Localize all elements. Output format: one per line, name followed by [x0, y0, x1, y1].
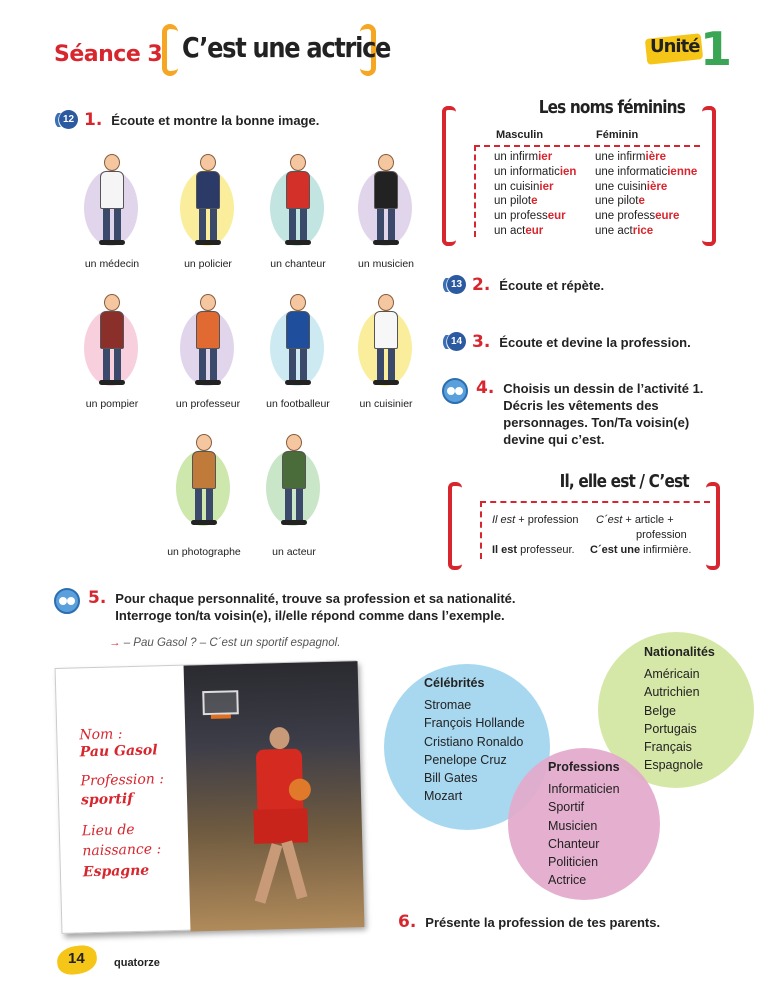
picture-caption: un médecin [84, 258, 140, 270]
nationalites-item: Belge [644, 703, 676, 718]
nationalites-item: Autrichien [644, 685, 700, 700]
bracket-right [702, 106, 716, 246]
player-shorts [253, 808, 308, 843]
track-number-icon: 12 [59, 110, 78, 129]
arrow-right-icon: → [109, 637, 121, 649]
masculin-word: un pilote [494, 195, 538, 208]
noms-feminins-title: Les noms féminins [534, 97, 690, 118]
pair-work-icon [54, 588, 80, 614]
activity-4-heading [442, 378, 703, 448]
profession-picture [162, 428, 246, 528]
page-number: 14 [68, 950, 85, 967]
person-figure-icon [280, 434, 308, 524]
professions-item: Sportif [548, 800, 585, 815]
person-figure-icon [284, 294, 312, 384]
nationalites-title: Nationalités [644, 645, 715, 659]
person-figure-icon [372, 154, 400, 244]
unit-label: Unité [650, 36, 700, 57]
rule-c-est-2: profession [636, 529, 687, 541]
card-nom-value: Pau Gasol [79, 742, 158, 761]
player-head [269, 727, 290, 750]
activity-5-example: → – Pau Gasol ? – C´est un sportif espagnol. [109, 637, 341, 649]
professions-item: Musicien [548, 818, 598, 833]
rule-c-est: C´est + article + [596, 514, 674, 526]
sound-waves-icon: ((( [54, 111, 57, 128]
activity-3-heading [442, 332, 691, 352]
audio-track-12[interactable] [54, 110, 78, 129]
profession-picture [256, 148, 340, 248]
card-nom-label: Nom : [79, 726, 123, 744]
picture-caption: un cuisinier [359, 398, 413, 410]
activity-instruction: Choisis un dessin de l’activité 1. Décris les vêtements des personnages. Ton/Ta voisin(e) devine qui c’est. [503, 381, 704, 447]
professions-item: Chanteur [548, 836, 600, 851]
track-number-icon: 14 [447, 332, 466, 351]
lesson-title: C’est une actrice [182, 31, 391, 64]
example-c-est: C´est une infirmière. [590, 544, 692, 556]
card-lieu-label-2: naissance : [82, 841, 162, 860]
activity-instruction: Pour chaque personnalité, trouve sa profession et sa nationalité. Interroge ton/ta voisin(e), il/elle répond comme dans l’exemple. [115, 591, 516, 623]
activity-1-heading [54, 110, 319, 130]
celebrites-item: Cristiano Ronaldo [424, 734, 524, 749]
basketball-rim [211, 714, 231, 719]
profession-picture [252, 428, 336, 528]
id-card [55, 660, 364, 934]
feminin-word: une pilote [595, 195, 645, 208]
card-lieu-value: Espagne [82, 862, 150, 881]
example-il-est: Il est professeur. [492, 544, 575, 556]
profession-picture [166, 288, 250, 388]
player-leg [281, 840, 307, 899]
professions-item: Informaticien [548, 782, 620, 796]
feminin-word: une infirmière [595, 151, 666, 163]
person-figure-icon [372, 294, 400, 384]
picture-caption: un photographe [167, 546, 241, 558]
card-profession-label: Profession : [80, 771, 165, 790]
basketball-hoop [202, 690, 239, 715]
bracket-left [448, 482, 462, 570]
masculin-list [494, 150, 576, 239]
picture-caption: un footballeur [266, 398, 330, 410]
title-bracket-left [162, 24, 178, 76]
picture-caption: un acteur [272, 546, 316, 558]
profession-picture [70, 288, 154, 388]
person-figure-icon [190, 434, 218, 524]
masculin-word: un cuisinier [494, 180, 554, 193]
activity-number: 6. [398, 912, 417, 932]
card-profession-value: sportif [80, 790, 134, 809]
feminin-list [595, 150, 697, 239]
picture-caption: un professeur [175, 398, 241, 410]
activity-instruction: Écoute et répète. [499, 278, 605, 293]
rule-il-est: Il est + profession [492, 514, 579, 526]
celebrites-list [424, 696, 525, 806]
dashed-divider [480, 501, 710, 503]
activity-number: 3. [472, 332, 491, 352]
celebrites-title: Célébrités [424, 676, 485, 690]
activity-instruction: Présente la profession de tes parents. [425, 915, 661, 930]
activity-6-heading [398, 912, 660, 932]
celebrites-item: Penelope Cruz [424, 752, 507, 767]
basketball-icon [289, 778, 312, 801]
profession-picture [256, 288, 340, 388]
sound-waves-icon: ((( [442, 333, 445, 350]
professions-title: Professions [548, 760, 620, 774]
pair-work-icon [442, 378, 468, 404]
picture-caption: un policier [184, 258, 232, 270]
activity-number: 4. [476, 378, 495, 398]
picture-caption: un musicien [357, 258, 415, 270]
activity-instruction: Écoute et montre la bonne image. [111, 113, 320, 128]
masculin-word: un acteur [494, 224, 544, 237]
nationalites-item: Espagnole [644, 758, 704, 773]
nationalites-item: Français [644, 740, 692, 755]
bracket-right [706, 482, 720, 570]
feminin-word: une informaticienne [595, 165, 698, 178]
activity-number: 5. [88, 588, 107, 608]
il-elle-title: Il, elle est / C’est [555, 471, 694, 492]
celebrites-item: François Hollande [424, 716, 525, 731]
feminin-header: Féminin [596, 129, 639, 141]
unit-number: 1 [700, 22, 733, 76]
masculin-header: Masculin [496, 129, 544, 141]
celebrites-item: Bill Gates [424, 771, 478, 786]
professions-list [548, 780, 620, 890]
track-number-icon: 13 [447, 275, 466, 294]
feminin-word: une professeure [595, 210, 680, 223]
bracket-left [442, 106, 456, 246]
audio-track-14[interactable] [442, 332, 466, 351]
lesson-title-box [162, 24, 391, 76]
nationalites-item: Américain [644, 667, 700, 681]
person-figure-icon [98, 294, 126, 384]
profession-picture [70, 148, 154, 248]
basketball-player-photo [184, 661, 365, 931]
sound-waves-icon: ((( [442, 276, 445, 293]
seance-label: Séance 3 [54, 42, 163, 67]
dashed-divider-vertical [480, 501, 482, 559]
activity-instruction: Écoute et devine la profession. [499, 335, 691, 350]
activity-5-heading [54, 588, 516, 624]
page-number-word: quatorze [114, 957, 160, 969]
person-figure-icon [194, 154, 222, 244]
celebrites-item: Mozart [424, 789, 463, 804]
activity-number: 1. [84, 110, 103, 130]
person-figure-icon [284, 154, 312, 244]
masculin-word: un infirmier [494, 151, 553, 163]
celebrites-item: Stromae [424, 698, 472, 712]
masculin-word: un professeur [494, 210, 566, 223]
person-figure-icon [194, 294, 222, 384]
nationalites-list [644, 665, 703, 775]
picture-caption: un chanteur [270, 258, 326, 270]
activity-number: 2. [472, 275, 491, 295]
profession-picture [166, 148, 250, 248]
feminin-word: une actrice [595, 224, 654, 237]
audio-track-13[interactable] [442, 275, 466, 294]
profession-picture [344, 148, 428, 248]
card-lieu-label-1: Lieu de [81, 821, 135, 840]
picture-caption: un pompier [85, 398, 139, 410]
professions-item: Actrice [548, 873, 587, 888]
feminin-word: une cuisinière [595, 180, 668, 193]
professions-item: Politicien [548, 855, 599, 870]
nationalites-item: Portugais [644, 721, 697, 736]
player-leg [255, 843, 283, 904]
dashed-divider-vertical [474, 145, 476, 237]
profession-picture [344, 288, 428, 388]
masculin-word: un informaticien [494, 165, 577, 178]
dashed-divider [474, 145, 700, 147]
activity-2-heading [442, 275, 604, 295]
person-figure-icon [98, 154, 126, 244]
